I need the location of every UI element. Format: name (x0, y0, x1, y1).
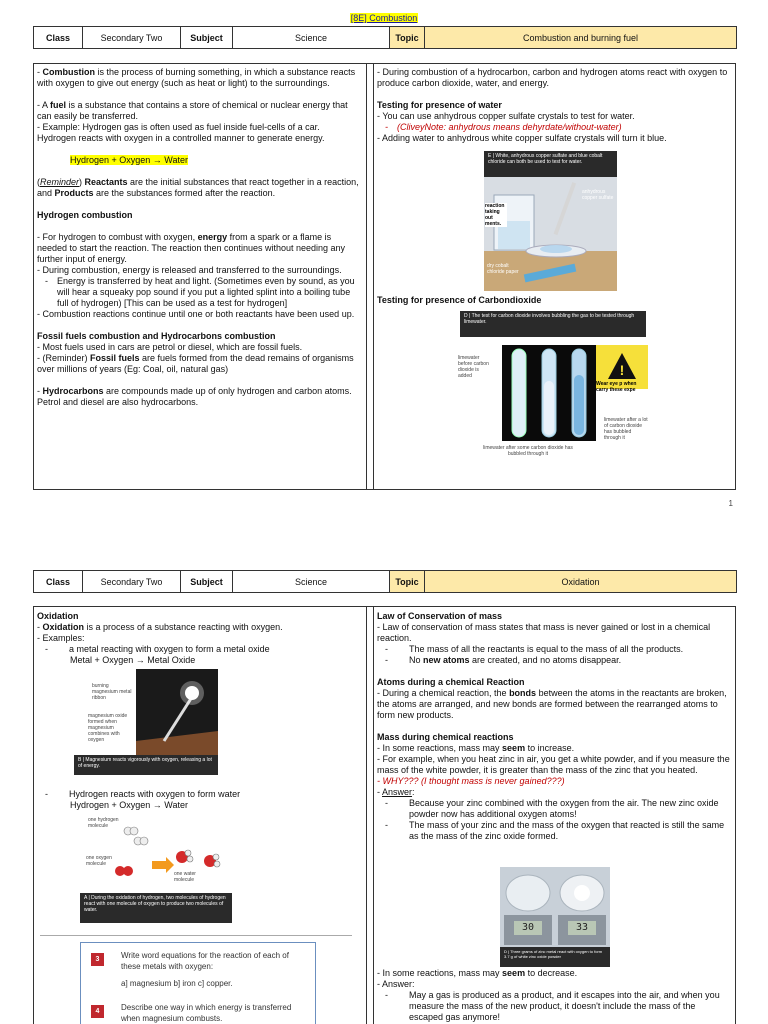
class-value: Secondary Two (83, 27, 181, 49)
page2-right-column (377, 611, 731, 865)
examples-label: - Examples: (37, 633, 85, 643)
subject-label: Subject (181, 27, 233, 49)
fossil-fuels-cars: - Most fuels used in cars are petrol or diesel, which are fossil fuels. (37, 342, 303, 352)
oxidation-heading: Oxidation (37, 611, 79, 621)
question-4-text: Describe one way in which energy is transferred when magnesium combusts. (121, 1003, 292, 1023)
fuel-example: - Example: Hydrogen gas is often used as fuel inside fuel-cells of a car. Hydrogen reacts with oxygen in a controlled manner to generate energy. (37, 122, 325, 143)
metal-oxide-equation: Metal + Oxygen → Metal Oxide (70, 655, 196, 665)
oxidation-definition: - Oxidation is a process of a substance reacting with oxygen. (37, 622, 283, 632)
class-label: Class (34, 27, 83, 49)
answer-bullet-2: - The mass of your zinc and the mass of the oxygen that reacted is still the same as the mass of the zinc oxide formed. (385, 820, 725, 841)
mass-heading: Mass during chemical reactions (377, 732, 514, 742)
question-panel (80, 942, 316, 1024)
question-4-number: 4 (91, 1005, 104, 1018)
class-value: Secondary Two (83, 571, 181, 593)
answer-bullet-3: - May a gas is produced as a product, and it escapes into the air, and when you measure the mass of the new product, it doesn't include the mass of the escaped gas anymore! (385, 990, 720, 1022)
conservation-bullet-2: - No new atoms are created, and no atoms disappear. (385, 655, 622, 665)
class-label: Class (34, 571, 83, 593)
hydrogen-water-bullet-block (37, 789, 359, 813)
energy-release-text: - During combustion, energy is released and transferred to the surroundings. (37, 265, 342, 275)
page1-right-column (377, 67, 731, 157)
answer-label: - Answer: (377, 787, 415, 797)
topic-label: Topic (390, 571, 425, 593)
conservation-heading: Law of Conservation of mass (377, 611, 503, 621)
combustion-definition: - Combustion is the process of burning something, in which a substance reacts with oxygen to give out energy (such as heat or light) to the surroundings. (37, 67, 356, 88)
answer-label-2: - Answer: (377, 979, 415, 989)
scale-reading-2: 33 (575, 922, 589, 933)
page1-header-table (33, 26, 737, 49)
metal-oxide-bullet: - a metal reacting with oxygen to form a metal oxide (45, 644, 270, 654)
water-test-text: - You can use anhydrous copper sulfate crystals to test for water. (377, 111, 635, 121)
document-title: [8E] Combustion (350, 13, 418, 23)
water-test-result: - Adding water to anhydrous white copper sulfate crystals will turn it blue. (377, 133, 667, 143)
fossil-fuels-definition: - (Reminder) Fossil fuels are fuels formed from the dead remains of organisms over millions of years (Eg: Coal, oil, natural gas) (37, 353, 354, 374)
hydrogen-molecule-diagram: one hydrogen molecule one oxygen molecule one water molecule A | During the oxidation of hydrogen, two molecules of hydrogen react with one molecule of oxygen to produce two molecules of water. (80, 815, 232, 923)
hydrogen-water-equation: Hydrogen + Oxygen → Water (70, 800, 188, 810)
water-test-heading: Testing for presence of water (377, 100, 502, 110)
hydrogen-combustion-heading: Hydrogen combustion (37, 210, 133, 220)
conservation-definition: - Law of conservation of mass states that mass is never gained or lost in a chemical reaction. (377, 622, 711, 643)
energy-transfer-bullet: - Energy is transferred by heat and light. (Sometimes even by sound, as you will hear a squeaky pop sound if you put a lighted splint into a boiling tube full of hydrogen) [This can be used as a test for hydrogen] (45, 276, 355, 308)
page2-left-column (37, 611, 359, 673)
subject-value: Science (233, 27, 390, 49)
why-question: - WHY??? (I thought mass is never gained???) (377, 776, 565, 786)
reactants-reminder: (Reminder) Reactants are the initial substances that react together in a reaction, and Products are the substances formed after the reaction. (37, 177, 359, 198)
question-3-options: a] magnesium b] iron c] copper. (121, 979, 233, 988)
atoms-text: - During a chemical reaction, the bonds between the atoms in the reactants are broken, the atoms are arranged, and new bonds are formed between the rearranged atoms to form new products. (377, 688, 727, 720)
section-divider (40, 935, 352, 936)
magnesium-photo: burning magnesium metal ribbon magnesium oxide formed when magnesium combines with oxygen B | Magnesium reacts vigorously with oxygen, releasing a lot of energy. (74, 669, 218, 775)
page-number: 1 (728, 499, 733, 508)
clivey-note: - (CliveyNote: anhydrous means dehyrdate/without-water) (385, 122, 622, 132)
question-3-text: Write word equations for the reaction of each of these metals with oxygen: (121, 951, 289, 971)
hydrogen-energy-text: - For hydrogen to combust with oxygen, energy from a spark or a flame is needed to start the reaction. The reaction then continues without needing any further input of energy. (37, 232, 346, 264)
mass-increase-text: - In some reactions, mass may seem to increase. (377, 743, 575, 753)
mass-decrease-text: - In some reactions, mass may seem to decrease. (377, 968, 578, 978)
svg-text:!: ! (619, 362, 625, 378)
topic-value: Oxidation (425, 571, 737, 593)
zinc-example: - For example, when you heat zinc in air, you get a white powder, and if you measure the mass of the white powder, it is greater than the mass of the zinc that you heated. (377, 754, 730, 775)
atoms-heading: Atoms during a chemical Reaction (377, 677, 525, 687)
answer-bullet-1: - Because your zinc combined with the oxygen from the air. The new zinc oxide powder now has additional oxygen atoms! (385, 798, 719, 819)
page1-left-column (37, 67, 359, 487)
combustion-continue-text: - Combustion reactions continue until one or both reactants have been used up. (37, 309, 355, 319)
hydrocarbons-definition: - Hydrocarbons are compounds made up of only hydrogen and carbon atoms. Petrol and diesel are also hydrocarbons. (37, 386, 352, 407)
topic-label: Topic (390, 27, 425, 49)
mass-decrease-block (377, 968, 731, 1024)
copper-sulfate-photo: E | White, anhydrous copper sulfate and blue cobalt chloride can both be used to test for water. anhydrous copper sulfate reaction taking out ments. dry cobalt chloride paper (484, 151, 617, 291)
subject-value: Science (233, 571, 390, 593)
fossil-fuels-heading: Fossil fuels combustion and Hydrocarbons combustion (37, 331, 276, 341)
hydrocarbon-combustion-text: - During combustion of a hydrocarbon, carbon and hydrogen atoms react with oxygen to produce carbon dioxide, water, and energy. (377, 67, 728, 88)
conservation-bullet-1: - The mass of all the reactants is equal to the mass of all the products. (385, 644, 684, 654)
page2-header-table (33, 570, 737, 593)
scale-reading-1: 30 (521, 922, 535, 933)
subject-label: Subject (181, 571, 233, 593)
hydrogen-water-bullet: - Hydrogen reacts with oxygen to form water (45, 789, 241, 799)
question-3-number: 3 (91, 953, 104, 966)
hydrogen-equation: Hydrogen + Oxygen → Water (70, 155, 188, 165)
co2-test-heading: Testing for presence of Carbondioxide (377, 295, 542, 305)
zinc-scales-photo: 30 33 D | Three grams of zinc metal react with oxygen to form 3.7 g of white zinc oxide powder (500, 867, 610, 967)
topic-value: Combustion and burning fuel (425, 27, 737, 49)
fuel-definition: - A fuel is a substance that contains a store of chemical or nuclear energy that can easily be transferred. (37, 100, 348, 121)
limewater-photo: D | The test for carbon dioxide involves bubbling the gas to be tested through limewater. ! limewater before carbon dioxide is added Wear eye p when carry these expe limewater after a lot of carbon dioxide has bubbled through it limewater after some carbon dioxide has bubbled through it (456, 311, 648, 469)
